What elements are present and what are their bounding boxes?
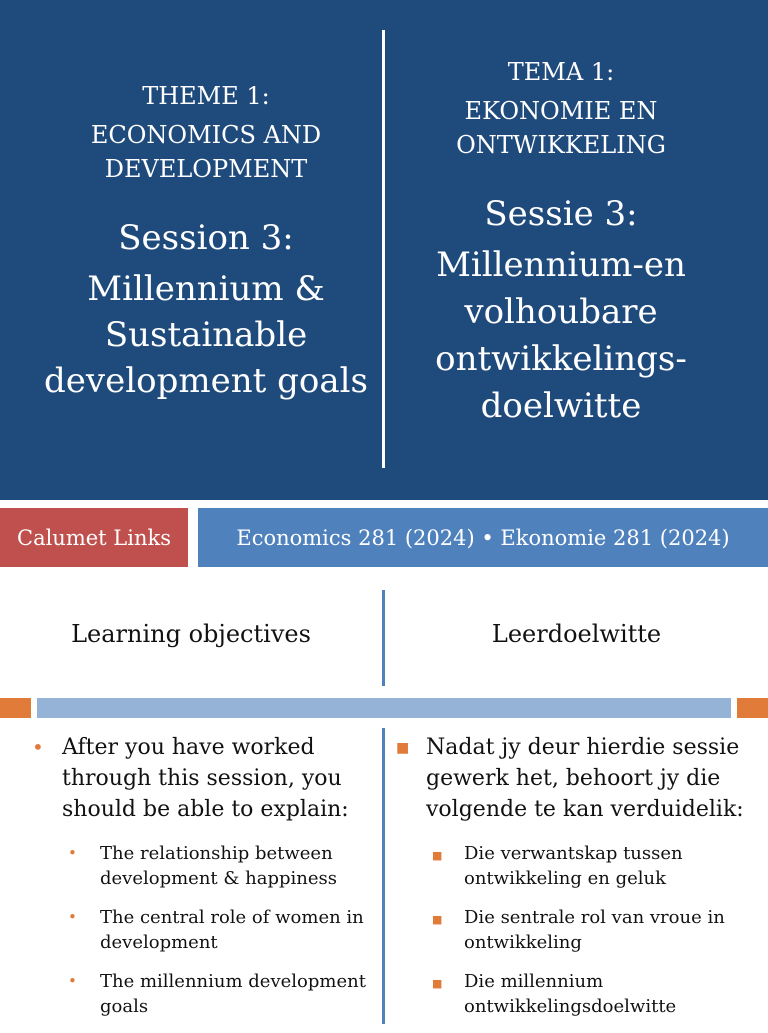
item-text: Die sentrale rol van vroue in ontwikkeling bbox=[464, 907, 725, 953]
bullet-icon: ■ bbox=[432, 849, 443, 862]
theme-title-line: ONTWIKKELING bbox=[456, 131, 666, 159]
session-title-line: development goals bbox=[44, 361, 368, 401]
theme-title-line: DEVELOPMENT bbox=[104, 155, 308, 183]
lead-text: Nadat jy deur hierdie sessie gewerk het, behoort jy die volgende te kan verduidelik: bbox=[426, 735, 744, 822]
title-divider bbox=[382, 30, 385, 468]
objectives-heading-english: Learning objectives bbox=[71, 620, 311, 648]
list-item bbox=[68, 969, 377, 1019]
bullet-icon: • bbox=[68, 844, 77, 862]
bullet-icon: ■ bbox=[396, 740, 410, 756]
accent-bar bbox=[37, 698, 731, 718]
accent-block-right bbox=[737, 698, 768, 718]
bullet-icon: ■ bbox=[432, 913, 443, 926]
session-number-afrikaans: Sessie 3: bbox=[484, 194, 638, 234]
afrikaans-title-block bbox=[390, 56, 732, 430]
theme-title-english bbox=[30, 118, 382, 186]
item-text: The central role of women in development bbox=[100, 907, 364, 953]
session-number-english: Session 3: bbox=[118, 218, 294, 258]
objectives-heading-afrikaans: Leerdoelwitte bbox=[491, 620, 662, 648]
session-title-line: doelwitte bbox=[480, 386, 642, 426]
session-title-english bbox=[30, 266, 382, 404]
bullet-icon: • bbox=[32, 735, 44, 759]
list-item bbox=[432, 969, 758, 1019]
column-divider bbox=[382, 728, 385, 1024]
objectives-list-afrikaans bbox=[396, 732, 758, 1033]
title-banner bbox=[0, 0, 768, 500]
lead-text: After you have worked through this session, you should be able to explain: bbox=[62, 735, 349, 822]
bullet-icon: • bbox=[68, 972, 77, 990]
item-text: The millennium development goals bbox=[100, 971, 366, 1017]
bullet-icon: ■ bbox=[432, 977, 443, 990]
list-item bbox=[432, 841, 758, 891]
session-title-line: Millennium-en bbox=[436, 245, 686, 285]
course-label: Economics 281 (2024) • Ekonomie 281 (2024) bbox=[198, 508, 768, 567]
list-item bbox=[32, 732, 377, 825]
english-title-block bbox=[30, 80, 382, 404]
list-item bbox=[68, 905, 377, 955]
session-title-line: Sustainable bbox=[104, 315, 308, 355]
item-text: Die millennium ontwikkelingsdoelwitte bbox=[464, 971, 677, 1017]
list-item bbox=[68, 841, 377, 891]
session-title-line: Millennium & bbox=[87, 269, 325, 309]
objectives-list-english bbox=[32, 732, 377, 1033]
author-label: Calumet Links bbox=[0, 508, 188, 567]
sub-list bbox=[68, 841, 377, 1019]
accent-block-left bbox=[0, 698, 31, 718]
theme-number-english: THEME 1: bbox=[142, 82, 270, 110]
session-title-afrikaans bbox=[390, 242, 732, 430]
session-title-line: ontwikkelings- bbox=[435, 339, 687, 379]
sub-list bbox=[432, 841, 758, 1019]
item-text: Die verwantskap tussen ontwikkeling en geluk bbox=[464, 843, 683, 889]
theme-title-line: ECONOMICS AND bbox=[90, 121, 322, 149]
theme-title-afrikaans bbox=[390, 94, 732, 162]
item-text: The relationship between development & happiness bbox=[100, 843, 337, 889]
bullet-icon: • bbox=[68, 908, 77, 926]
theme-number-afrikaans: TEMA 1: bbox=[507, 58, 615, 86]
theme-title-line: EKONOMIE EN bbox=[464, 97, 658, 125]
session-title-line: volhoubare bbox=[464, 292, 658, 332]
list-item bbox=[396, 732, 758, 825]
list-item bbox=[432, 905, 758, 955]
